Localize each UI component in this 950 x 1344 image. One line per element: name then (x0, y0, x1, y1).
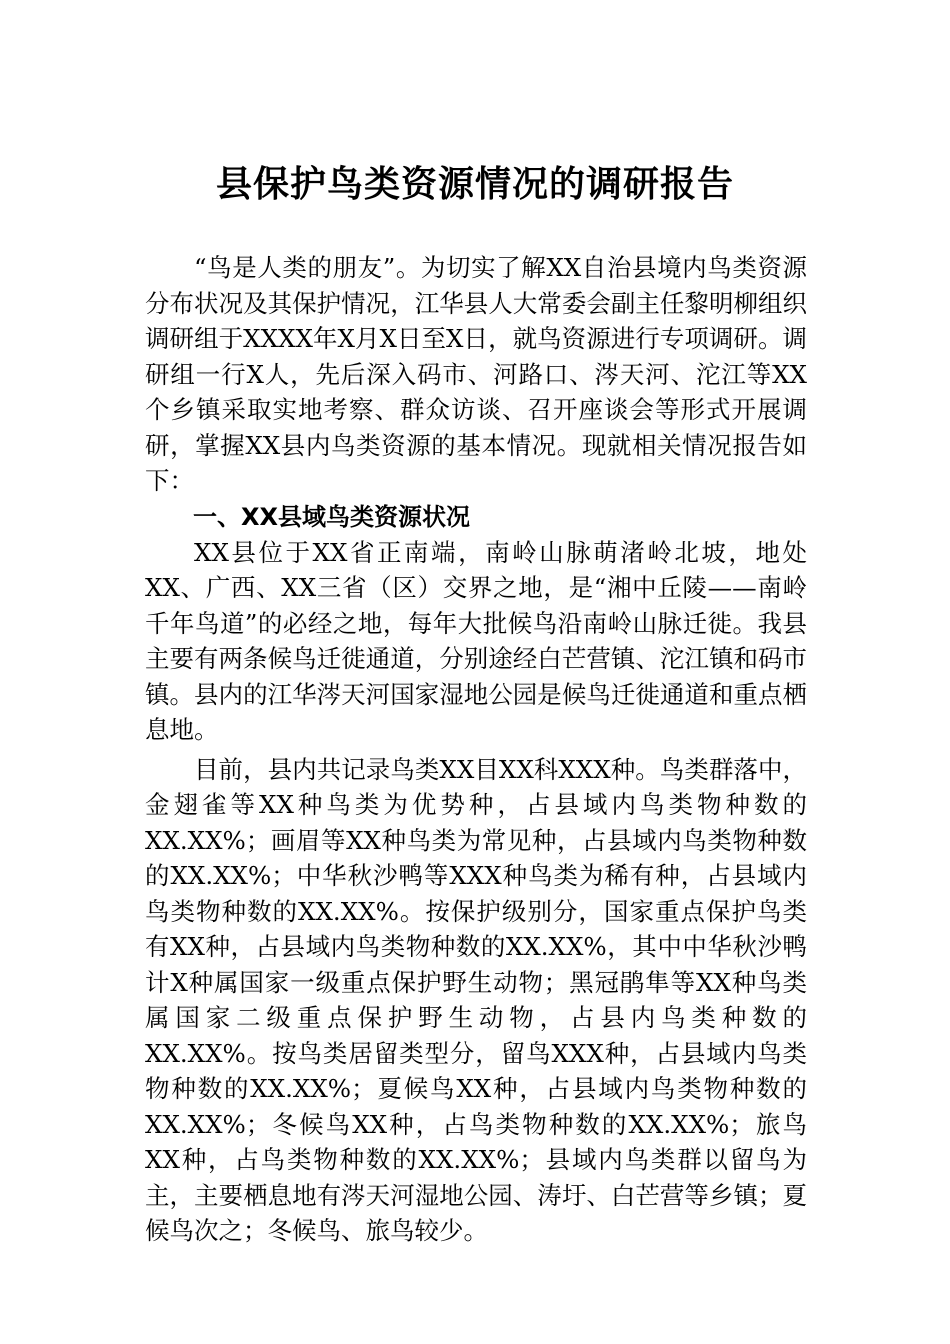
body-paragraph-statistics: 目前，县内共记录鸟类XX目XX科XXX种。鸟类群落中，金翅雀等XX种鸟类为优势种，占县域内鸟类物种数的XX.XX%；画眉等XX种鸟类为常见种，占县域内鸟类物种数的XX.XX%；中华秋沙鸭等XXX种鸟类为稀有种，占县域内鸟类物种数的XX.XX%。按保护级别分，国家重点保护鸟类有XX种，占县域内鸟类物种数的XX.XX%，其中中华秋沙鸭计X种属国家一级重点保护野生动物；黑冠鹃隼等XX种鸟类属国家二级重点保护野生动物，占县内鸟类种数的XX.XX%。按鸟类居留类型分，留鸟XXX种，占县域内鸟类物种数的XX.XX%；夏候鸟XX种，占县域内鸟类物种数的XX.XX%；冬候鸟XX种，占鸟类物种数的XX.XX%；旅鸟XX种，占鸟类物种数的XX.XX%；县域内鸟类群以留鸟为主，主要栖息地有涔天河湿地公园、涛圩、白芒营等乡镇；夏候鸟次之；冬候鸟、旅鸟较少。 (145, 754, 807, 1245)
section-heading: 一、XX县域鸟类资源状况 (193, 502, 471, 531)
intro-paragraph: “鸟是人类的朋友”。为切实了解XX自治县境内鸟类资源分布状况及其保护情况，江华县人大常委会副主任黎明柳组织调研组于XXXX年X月X日至X日，就鸟资源进行专项调研。调研组一行X人，先后深入码市、河路口、涔天河、沱江等XX个乡镇采取实地考察、群众访谈、召开座谈会等形式开展调研，掌握XX县内鸟类资源的基本情况。现就相关情况报告如下： (145, 253, 807, 495)
body-paragraph-location: XX县位于XX省正南端，南岭山脉萌渚岭北坡，地处XX、广西、XX三省（区）交界之地，是“湘中丘陵——南岭千年鸟道”的必经之地，每年大批候鸟沿南岭山脉迁徙。我县主要有两条候鸟迁徙通道，分别途经白芒营镇、沱江镇和码市镇。县内的江华涔天河国家湿地公园是候鸟迁徙通道和重点栖息地。 (145, 537, 807, 744)
document-body (145, 250, 807, 1249)
document-title: 县保护鸟类资源情况的调研报告 (215, 163, 734, 205)
